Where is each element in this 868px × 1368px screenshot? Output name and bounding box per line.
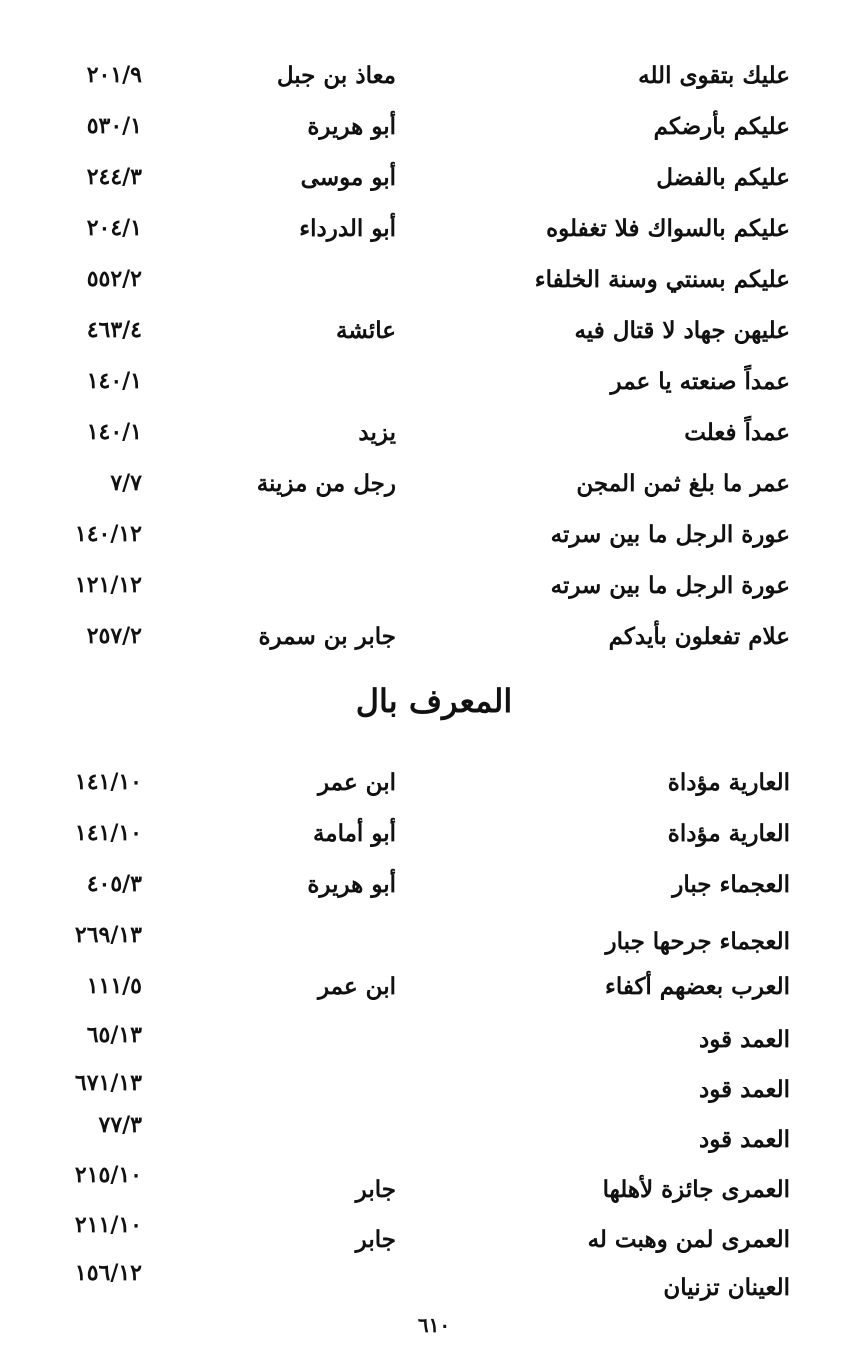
hadith-text: العرب بعضهم أكفاء	[605, 973, 790, 1000]
index-entry	[0, 113, 868, 153]
narrator-name: يزيد	[358, 419, 396, 446]
hadith-text: العمد قود	[699, 1076, 790, 1103]
volume-page-ref: ٢١٥/١٠	[74, 1162, 142, 1188]
narrator-name: جابر بن سمرة	[258, 623, 396, 650]
hadith-text: عليكم بسنتي وسنة الخلفاء	[534, 266, 790, 293]
narrator-name: عائشة	[336, 317, 396, 344]
volume-page-ref: ١٢١/١٢	[74, 572, 142, 598]
volume-page-ref: ١٤١/١٠	[74, 769, 142, 795]
narrator-name: أبو هريرة	[307, 113, 396, 140]
hadith-text: عليهن جهاد لا قتال فيه	[574, 317, 790, 344]
narrator-name: أبو موسى	[300, 164, 396, 191]
hadith-text: العينان تزنيان	[663, 1274, 790, 1301]
index-entry	[0, 769, 868, 809]
volume-page-ref: ٧/٧	[110, 470, 142, 496]
hadith-text: العمد قود	[699, 1026, 790, 1053]
volume-page-ref: ٦٧١/١٣	[74, 1070, 142, 1096]
hadith-text: العمرى لمن وهبت له	[587, 1226, 790, 1253]
hadith-text: العارية مؤداة	[667, 820, 790, 847]
index-entry	[0, 1212, 868, 1252]
hadith-text: العمد قود	[699, 1126, 790, 1153]
index-entry	[0, 871, 868, 911]
volume-page-ref: ٤٦٣/٤	[86, 317, 142, 343]
volume-page-ref: ٤٠٥/٣	[86, 871, 142, 897]
hadith-text: عليكم بأرضكم	[653, 113, 790, 140]
hadith-text: العجماء جبار	[672, 871, 790, 898]
narrator-name: رجل من مزينة	[256, 470, 396, 497]
index-entry	[0, 623, 868, 663]
hadith-text: العجماء جرحها جبار	[605, 928, 790, 955]
narrator-name: أبو الدرداء	[299, 215, 396, 242]
page-number: ٦١٠	[417, 1313, 451, 1337]
index-entry	[0, 62, 868, 102]
hadith-text: عورة الرجل ما بين سرته	[550, 521, 790, 548]
index-entry	[0, 368, 868, 408]
volume-page-ref: ١٤٠/١٢	[74, 521, 142, 547]
hadith-text: العمرى جائزة لأهلها	[602, 1176, 790, 1203]
narrator-name: ابن عمر	[317, 769, 396, 796]
volume-page-ref: ٢٦٩/١٣	[74, 922, 142, 948]
volume-page-ref: ١٤٠/١	[86, 419, 142, 445]
volume-page-ref: ٧٧/٣	[98, 1112, 142, 1138]
hadith-text: العارية مؤداة	[667, 769, 790, 796]
index-entry	[0, 820, 868, 860]
index-entry	[0, 266, 868, 306]
narrator-name: أبو أمامة	[312, 820, 396, 847]
volume-page-ref: ٢٠٤/١	[86, 215, 142, 241]
hadith-text: عورة الرجل ما بين سرته	[550, 572, 790, 599]
volume-page-ref: ٥٣٠/١	[86, 113, 142, 139]
volume-page-ref: ١١١/٥	[86, 973, 142, 999]
index-entry	[0, 1112, 868, 1152]
index-entry	[0, 1162, 868, 1202]
narrator-name: ابن عمر	[317, 973, 396, 1000]
section-heading: المعرف بال	[355, 682, 513, 720]
narrator-name: جابر	[355, 1176, 396, 1203]
index-entry	[0, 521, 868, 561]
volume-page-ref: ١٥٦/١٢	[74, 1260, 142, 1286]
hadith-text: عليكم بالسواك فلا تغفلوه	[546, 215, 790, 242]
volume-page-ref: ٢١١/١٠	[74, 1212, 142, 1238]
hadith-text: عمداً صنعته يا عمر	[610, 368, 790, 395]
hadith-text: عليك بتقوى الله	[638, 62, 790, 89]
index-entry	[0, 1070, 868, 1110]
index-entry	[0, 1260, 868, 1300]
index-entry	[0, 164, 868, 204]
volume-page-ref: ٥٥٢/٢	[86, 266, 142, 292]
index-entry	[0, 973, 868, 1013]
volume-page-ref: ١٤٠/١	[86, 368, 142, 394]
index-entry	[0, 419, 868, 459]
narrator-name: جابر	[355, 1226, 396, 1253]
hadith-text: عمداً فعلت	[684, 419, 790, 446]
volume-page-ref: ١٤١/١٠	[74, 820, 142, 846]
volume-page-ref: ٦٥/١٣	[86, 1022, 142, 1048]
narrator-name: معاذ بن جبل	[276, 62, 396, 89]
index-entry	[0, 215, 868, 255]
narrator-name: أبو هريرة	[307, 871, 396, 898]
hadith-text: عليكم بالفضل	[656, 164, 790, 191]
index-entry	[0, 470, 868, 510]
index-entry	[0, 1022, 868, 1062]
volume-page-ref: ٢٤٤/٣	[86, 164, 142, 190]
hadith-text: علام تفعلون بأيدكم	[608, 623, 790, 650]
volume-page-ref: ٢٥٧/٢	[86, 623, 142, 649]
index-entry	[0, 922, 868, 962]
hadith-text: عمر ما بلغ ثمن المجن	[576, 470, 790, 497]
volume-page-ref: ٢٠١/٩	[86, 62, 142, 88]
index-entry	[0, 572, 868, 612]
index-entry	[0, 317, 868, 357]
